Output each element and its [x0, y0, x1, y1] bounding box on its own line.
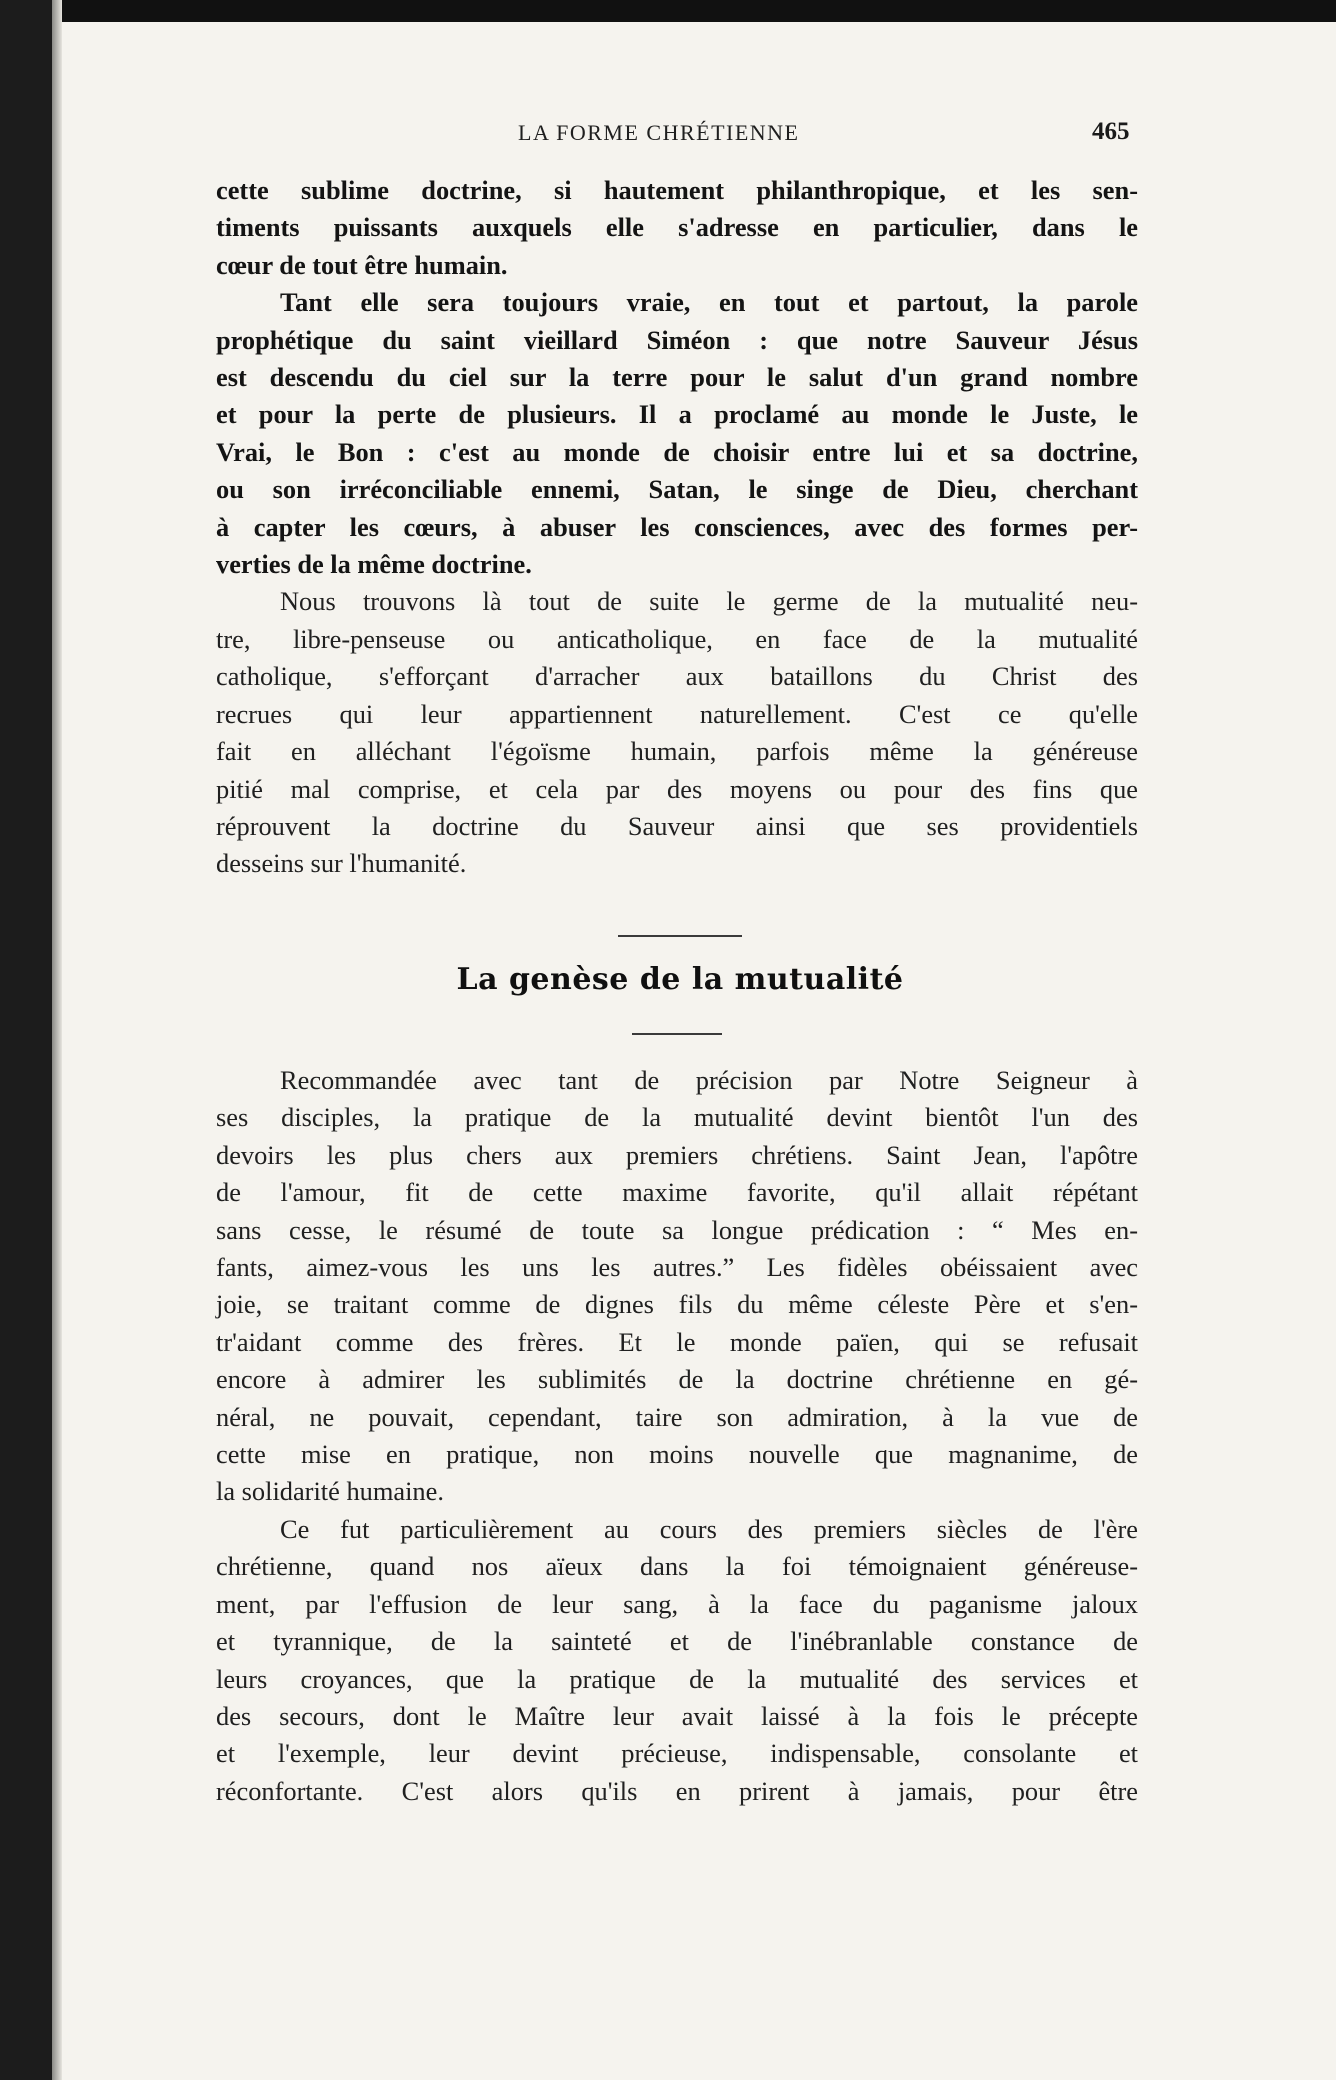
paragraph-4-line-4: de l'amour, fit de cette maxime favorite, qu'il allait répétant — [216, 1177, 1138, 1208]
paragraph-5-line-3: ment, par l'effusion de leur sang, à la face du paganisme jaloux — [216, 1588, 1138, 1619]
paragraph-5-line-7: et l'exemple, leur devint précieuse, indispensable, consolante et — [216, 1738, 1138, 1769]
section-rule-bottom — [632, 1033, 722, 1035]
paragraph-4-line-1: Recommandée avec tant de précision par Notre Seigneur à — [280, 1065, 1138, 1095]
paragraph-4-line-12: la solidarité humaine. — [216, 1476, 444, 1507]
paragraph-3-line-7: réprouvent la doctrine du Sauveur ainsi que ses providentiels — [216, 810, 1138, 841]
paragraph-1-line-1: cette sublime doctrine, si hautement philanthropique, et les sen- — [216, 175, 1138, 205]
paragraph-5-line-8: réconfortante. C'est alors qu'ils en prirent à jamais, pour être — [216, 1775, 1138, 1806]
paragraph-3-line-3: catholique, s'efforçant d'arracher aux bataillons du Christ des — [216, 661, 1138, 692]
paragraph-5-line-5: leurs croyances, que la pratique de la mutualité des services et — [216, 1663, 1138, 1694]
paragraph-4-line-7: joie, se traitant comme de dignes fils du même céleste Père et s'en- — [216, 1289, 1138, 1320]
paragraph-3-line-4: recrues qui leur appartiennent naturellement. C'est ce qu'elle — [216, 698, 1138, 729]
text-block-lower — [216, 1062, 1138, 1810]
paragraph-5-line-2: chrétienne, quand nos aïeux dans la foi témoignaient généreuse- — [216, 1551, 1138, 1582]
scan-top-border — [0, 0, 1336, 22]
running-head: LA FORME CHRÉTIENNE — [518, 120, 800, 145]
paragraph-2-line-3: est descendu du ciel sur la terre pour le salut d'un grand nombre — [216, 362, 1138, 393]
paragraph-3-line-8: desseins sur l'humanité. — [216, 848, 467, 879]
scan-gutter-edge — [52, 0, 62, 2080]
paragraph-5-line-1: Ce fut particulièrement au cours des premiers siècles de l'ère — [280, 1513, 1138, 1544]
paragraph-3-line-1: Nous trouvons là tout de suite le germe de la mutualité neu- — [280, 586, 1138, 617]
paragraph-4-line-2: ses disciples, la pratique de la mutualité devint bientôt l'un des — [216, 1102, 1138, 1133]
paragraph-1-line-2: timents puissants auxquels elle s'adresse en particulier, dans le — [216, 212, 1138, 243]
paragraph-2-line-7: à capter les cœurs, à abuser les consciences, avec des formes per- — [216, 511, 1138, 542]
paragraph-2-line-6: ou son irréconciliable ennemi, Satan, le singe de Dieu, cherchant — [216, 474, 1138, 505]
section-rule-top — [618, 935, 742, 937]
scan-binding-shadow — [0, 0, 52, 2080]
paragraph-3-line-6: pitié mal comprise, et cela par des moyens ou pour des fins que — [216, 773, 1138, 804]
paragraph-4-line-10: néral, ne pouvait, cependant, taire son admiration, à la vue de — [216, 1401, 1138, 1432]
paragraph-2-line-5: Vrai, le Bon : c'est au monde de choisir entre lui et sa doctrine, — [216, 436, 1138, 467]
paragraph-5-line-4: et tyrannique, de la sainteté et de l'inébranlable constance de — [216, 1626, 1138, 1657]
paragraph-4-line-5: sans cesse, le résumé de toute sa longue prédication : “ Mes en- — [216, 1214, 1138, 1245]
paragraph-4-line-9: encore à admirer les sublimités de la doctrine chrétienne en gé- — [216, 1364, 1138, 1395]
text-block-upper — [216, 172, 1138, 883]
paragraph-2-line-2: prophétique du saint vieillard Siméon : que notre Sauveur Jésus — [216, 324, 1138, 355]
paragraph-2-line-8: verties de la même doctrine. — [216, 549, 532, 580]
paragraph-5-line-6: des secours, dont le Maître leur avait laissé à la fois le précepte — [216, 1700, 1138, 1731]
paragraph-1-line-3: cœur de tout être humain. — [216, 249, 508, 280]
paragraph-2-line-4: et pour la perte de plusieurs. Il a proclamé au monde le Juste, le — [216, 399, 1138, 430]
section-title: La genèse de la mutualité — [456, 962, 904, 997]
paragraph-2-line-1: Tant elle sera toujours vraie, en tout et partout, la parole — [280, 287, 1138, 318]
paragraph-4-line-3: devoirs les plus chers aux premiers chrétiens. Saint Jean, l'apôtre — [216, 1139, 1138, 1170]
paragraph-3-line-5: fait en alléchant l'égoïsme humain, parfois même la généreuse — [216, 736, 1138, 767]
paragraph-4-line-6: fants, aimez-vous les uns les autres.” Les fidèles obéissaient avec — [216, 1252, 1138, 1283]
paragraph-4-line-8: tr'aidant comme des frères. Et le monde païen, qui se refusait — [216, 1326, 1138, 1357]
paragraph-4-line-11: cette mise en pratique, non moins nouvelle que magnanime, de — [216, 1439, 1138, 1470]
paragraph-3-line-2: tre, libre-penseuse ou anticatholique, en face de la mutualité — [216, 623, 1138, 654]
page-number: 465 — [1092, 118, 1130, 145]
